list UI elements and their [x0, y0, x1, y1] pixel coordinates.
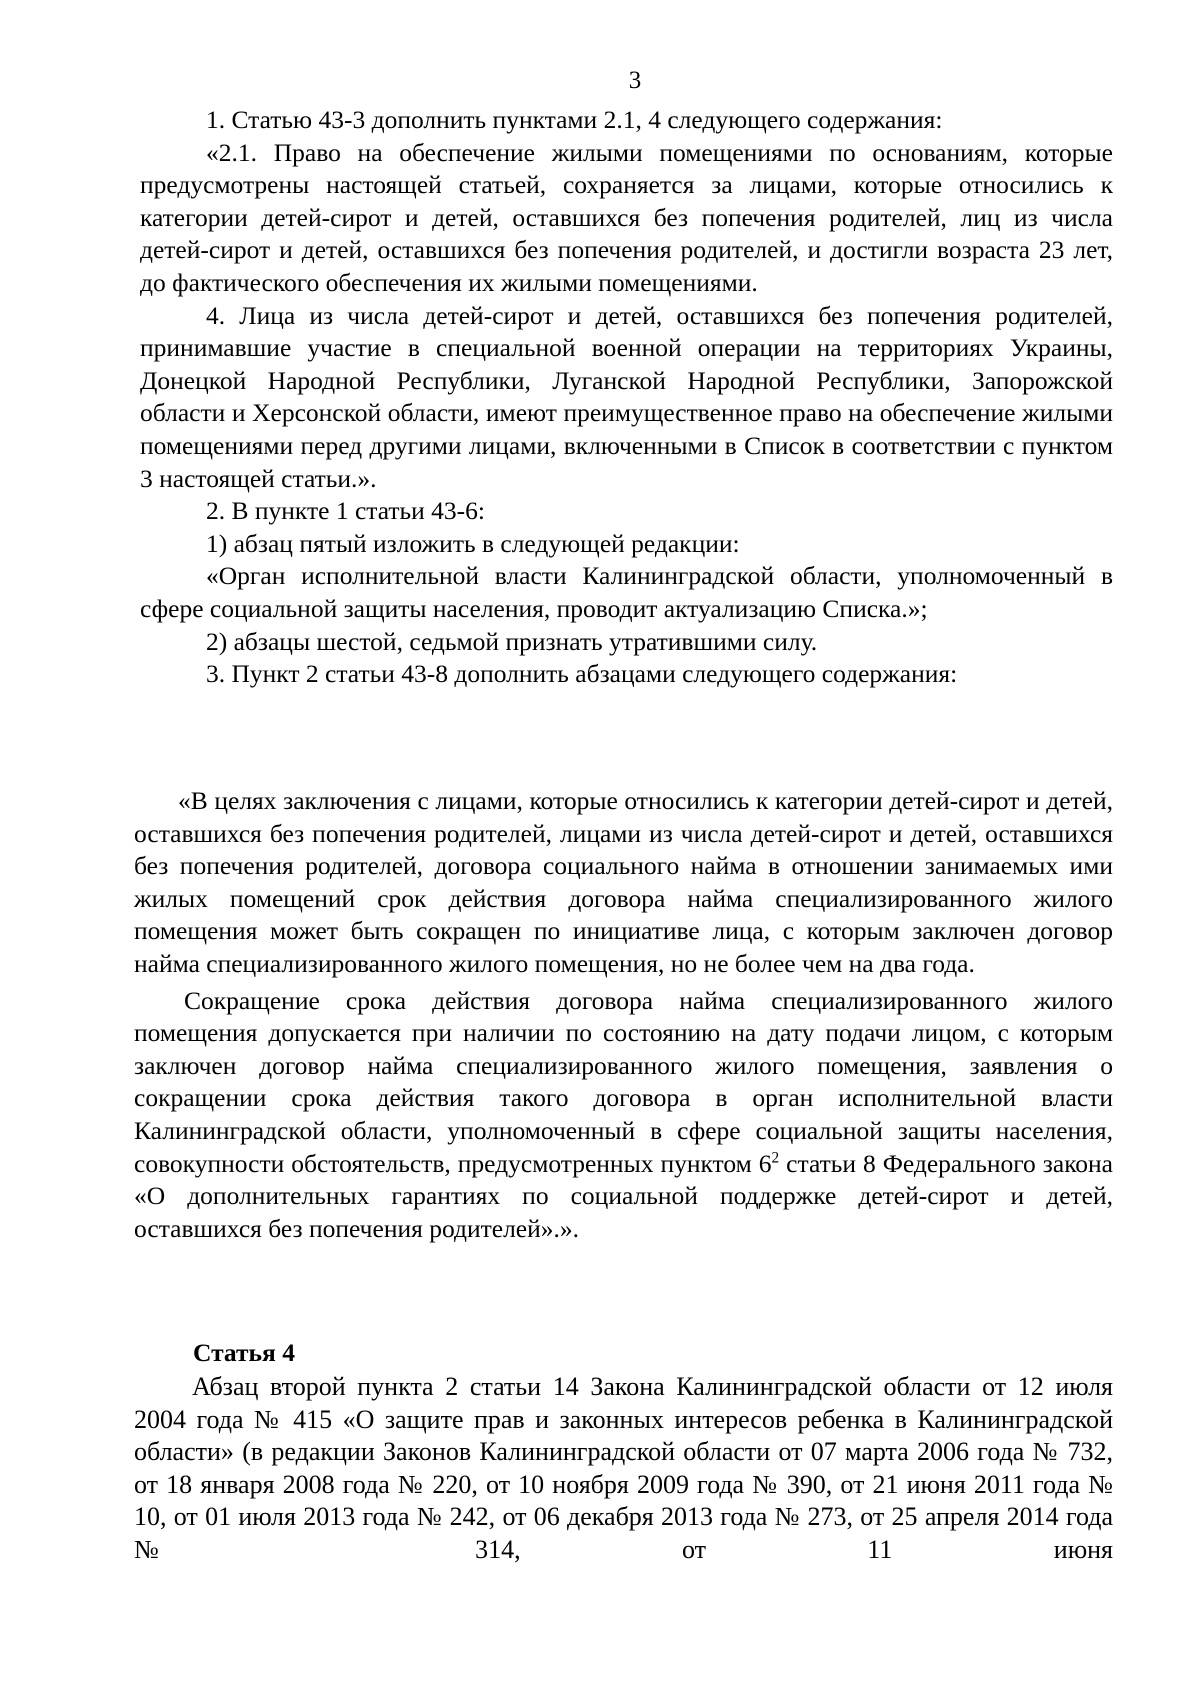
section-1-text [140, 104, 1113, 691]
section-2-text [134, 785, 1113, 1245]
paragraph-item-2-heading: 2. В пункте 1 статьи 43-6: [206, 496, 485, 526]
paragraph-contract-goals: «В целях заключения с лицами, которые относились к категории детей-сирот и детей, оставшихся без попечения родителей, лицами из числа детей-сирот и детей, оставшихся без попечения родителей, договора социального найма в отношении занимаемых ими жилых помещений срок действия договора найма специализированного жилого помещения может быть сокращен по инициативе лица, с которым заключен договор найма специализированного жилого помещения, но не более чем на два года. [134, 786, 1113, 978]
paragraph-organ-quote: «Орган исполнительной власти Калининградской области, уполномоченный в сфере социальной защиты населения, проводит актуализацию Списка.»; [140, 561, 1113, 623]
page-number: 3 [628, 67, 642, 94]
paragraph-item-3-heading: 3. Пункт 2 статьи 43-8 дополнить абзацами следующего содержания: [206, 659, 958, 689]
article-4-heading: Статья 4 [193, 1338, 295, 1367]
paragraph-point-2-1: «2.1. Право на обеспечение жилыми помещениями по основаниям, которые предусмотрены настоящей статьей, сохраняется за лицами, которые относились к категории детей-сирот и детей, оставшихся без попечения родителей, лиц из числа детей-сирот и детей, оставшихся без попечения родителей, и достигли возраста 23 лет, до фактического обеспечения их жилыми помещениями. [140, 137, 1113, 297]
article-4-text [134, 1371, 1113, 1567]
reduction-text-before: Сокращение срока действия договора найма специализированного жилого помещения допускается при наличии по состоянию на дату подачи лицом, с которым заключен договор найма специализированного жилого помещения, заявления о сокращении срока действия такого договора в орган исполнительной власти Калининградской области, уполномоченный в сфере социальной защиты населения, совокупности обстоятельств, предусмотренных пунктом 6 [134, 985, 1113, 1178]
paragraph-article-4: Абзац второй пункта 2 статьи 14 Закона Калининградской области от 12 июля 2004 года № 415 «О защите прав и законных интересов ребенка в Калининградской области» (в редакции Законов Калининградской области от 07 марта 2006 года № 732, от 18 января 2008 года № 220, от 10 ноября 2009 года № 390, от 21 июня 2011 года № 10, от 01 июля 2013 года № 242, от 06 декабря 2013 года № 273, от 25 апреля 2014 года № 314, от 11 июня [134, 1372, 1113, 1564]
paragraph-contract-reduction [134, 985, 1113, 1246]
paragraph-subitem-2: 2) абзацы шестой, седьмой признать утратившими силу. [206, 626, 818, 656]
paragraph-subitem-1: 1) абзац пятый изложить в следующей редакции: [206, 528, 740, 558]
superscript-marker: 2 [771, 1149, 780, 1167]
paragraph-item-1-heading: 1. Статью 43-3 дополнить пунктами 2.1, 4 следующего содержания: [206, 105, 943, 134]
reduction-text-after: статьи 8 Федерального закона «О дополнительных гарантиях по социальной поддержке детей-сирот и детей, оставшихся без попечения родителей».». [134, 1148, 1114, 1243]
paragraph-point-4: 4. Лица из числа детей-сирот и детей, оставшихся без попечения родителей, принимавшие участие в специальной военной операции на территориях Украины, Донецкой Народной Республики, Луганской Народной Республики, Запорожской области и Херсонской области, имеют преимущественное право на обеспечение жилыми помещениями перед другими лицами, включенными в Список в соответствии с пунктом 3 настоящей статьи.». [140, 300, 1113, 493]
